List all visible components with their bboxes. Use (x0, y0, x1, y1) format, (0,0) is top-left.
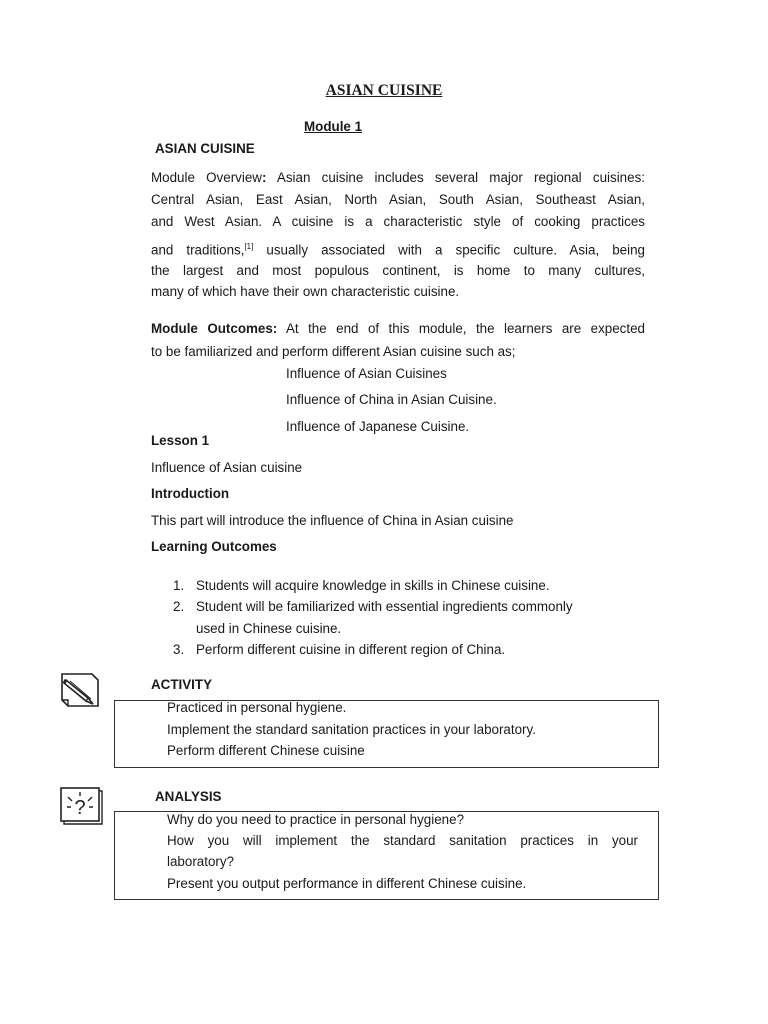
outcomes-label: Module Outcomes: (151, 321, 278, 336)
outcomes-text: At the end of this module, the learners are expected (277, 321, 645, 336)
analysis-item: How you will implement the standard sanitation practices in your (167, 833, 638, 848)
list-number: 1. (173, 578, 185, 593)
svg-text:?: ? (74, 797, 86, 819)
overview-line-6: many of which have their own characteristic cuisine. (151, 284, 460, 299)
module-heading: ASIAN CUISINE (155, 141, 255, 156)
footnote-marker: [1] (244, 242, 254, 251)
overview-line-2: Central Asian, East Asian, North Asian, South Asian, Southeast Asian, (151, 192, 645, 207)
introduction-text: This part will introduce the influence of China in Asian cuisine (151, 513, 514, 528)
overview-colon: : (261, 170, 267, 185)
list-number: 2. (173, 599, 185, 614)
analysis-item: Why do you need to practice in personal hygiene? (167, 812, 465, 827)
overview-line-3: and West Asian. A cuisine is a characteristic style of cooking practices (151, 214, 645, 229)
overview-label: Module Overview (151, 170, 262, 185)
question-mark-icon (58, 785, 104, 825)
analysis-item: laboratory? (167, 854, 234, 869)
learning-outcome-item: used in Chinese cuisine. (196, 621, 342, 636)
learning-outcome-item: Students will acquire knowledge in skills in Chinese cuisine. (196, 578, 550, 593)
pencil-paper-icon (58, 670, 104, 712)
learning-outcomes-heading: Learning Outcomes (151, 539, 277, 554)
activity-item: Perform different Chinese cuisine (167, 743, 365, 758)
overview-text: and traditions, (151, 242, 245, 258)
analysis-item: Present you output performance in different Chinese cuisine. (167, 876, 527, 891)
document-title: ASIAN CUISINE (325, 82, 443, 99)
outcomes-line-2: to be familiarized and perform different Asian cuisine such as; (151, 344, 516, 359)
overview-line-1 (151, 168, 645, 188)
list-number: 3. (173, 642, 185, 657)
outcomes-line-1 (151, 319, 645, 339)
analysis-heading: ANALYSIS (155, 789, 222, 804)
overview-line-4 (151, 237, 645, 260)
outcome-item: Influence of Japanese Cuisine. (286, 419, 470, 434)
overview-text: Asian cuisine includes several major regional cuisines: (266, 170, 645, 185)
analysis-box (114, 811, 659, 900)
module-number: Module 1 (304, 119, 363, 134)
outcome-item: Influence of Asian Cuisines (286, 366, 447, 381)
lesson-label: Lesson 1 (151, 433, 210, 448)
learning-outcome-item: Perform different cuisine in different region of China. (196, 642, 506, 657)
introduction-heading: Introduction (151, 486, 230, 501)
activity-item: Practiced in personal hygiene. (167, 700, 347, 715)
overview-text: usually associated with a specific culture. Asia, being (253, 242, 645, 258)
learning-outcome-item: Student will be familiarized with essential ingredients commonly (196, 599, 573, 614)
activity-heading: ACTIVITY (151, 677, 213, 692)
activity-item: Implement the standard sanitation practices in your laboratory. (167, 722, 536, 737)
outcome-item: Influence of China in Asian Cuisine. (286, 392, 497, 407)
lesson-title: Influence of Asian cuisine (151, 460, 303, 475)
overview-line-5: the largest and most populous continent, is home to many cultures, (151, 263, 645, 278)
activity-box (114, 700, 659, 768)
